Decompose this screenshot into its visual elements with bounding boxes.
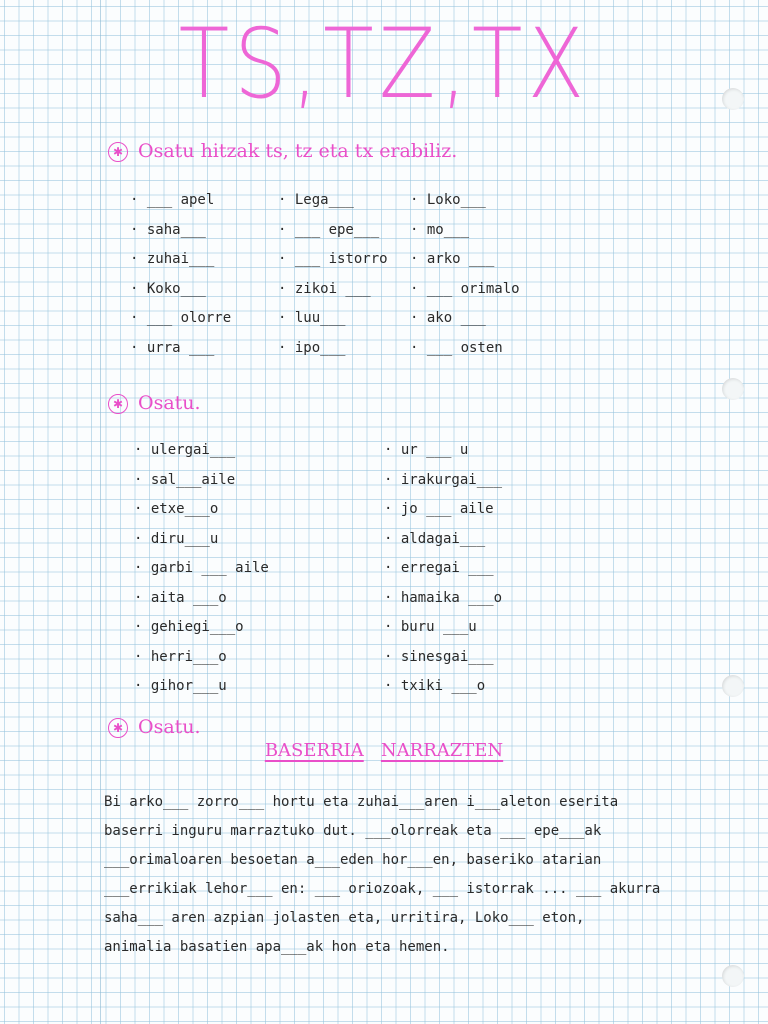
margin-line bbox=[100, 0, 101, 1024]
list-item: · diru___u bbox=[134, 530, 219, 547]
list-item: · gehiegi___o bbox=[134, 619, 244, 635]
list-item: · garbi ___ aile bbox=[134, 560, 269, 576]
list-item: · urra ___ bbox=[130, 339, 215, 356]
list-item: · luu___ bbox=[278, 310, 346, 326]
story-title bbox=[0, 740, 768, 761]
list-item: · erregai ___ bbox=[384, 560, 494, 576]
worksheet-title: TS,TZ,TX bbox=[178, 8, 590, 120]
list-item: · ___ istorro bbox=[278, 251, 388, 267]
list-item: · herri___o bbox=[134, 648, 227, 665]
section3-heading bbox=[108, 716, 201, 738]
section2-column-1 bbox=[134, 436, 269, 702]
star-icon: ✱ bbox=[108, 142, 128, 162]
section3-heading-text: Osatu. bbox=[138, 716, 201, 738]
list-item: · ___ epe___ bbox=[278, 221, 380, 238]
list-item: · buru ___u bbox=[384, 619, 477, 635]
list-item: · arko ___ bbox=[410, 251, 495, 267]
list-item: · Loko___ bbox=[410, 192, 486, 208]
list-item: · aita ___o bbox=[134, 589, 227, 606]
section2-heading bbox=[108, 392, 201, 414]
list-item: · zuhai___ bbox=[130, 251, 215, 267]
section1-column-3 bbox=[410, 186, 520, 363]
section1-column-1 bbox=[130, 186, 231, 363]
list-item: · ako ___ bbox=[410, 310, 486, 326]
story-title-right: NARRAZTEN bbox=[380, 740, 504, 761]
section2-heading-text: Osatu. bbox=[138, 392, 201, 414]
list-item: · sinesgai___ bbox=[384, 648, 494, 665]
list-item: · aldagai___ bbox=[384, 530, 486, 547]
paragraph-line: ___errikiak lehor___ en: ___ oriozoak, ___ istorrak ... ___ akurra bbox=[104, 881, 661, 897]
list-item: · ___ orimalo bbox=[410, 280, 520, 297]
paragraph-line: ___orimaloaren besoetan a___eden hor___en, baseriko atarian bbox=[104, 852, 602, 868]
punch-hole bbox=[722, 378, 744, 400]
list-item: · zikoi ___ bbox=[278, 280, 371, 297]
list-item: · ulergai___ bbox=[134, 442, 236, 458]
punch-hole bbox=[722, 965, 744, 987]
list-item: · hamaika ___o bbox=[384, 589, 503, 606]
section1-heading bbox=[108, 140, 457, 162]
list-item: · saha___ bbox=[130, 221, 206, 238]
list-item: · Lega___ bbox=[278, 192, 354, 208]
paragraph-line: baserri inguru marraztuko dut. ___olorreak eta ___ epe___ak bbox=[104, 823, 602, 839]
list-item: · ___ osten bbox=[410, 339, 503, 356]
paragraph-line: Bi arko___ zorro___ hortu eta zuhai___aren i___aleton eserita bbox=[104, 794, 619, 810]
list-item: · etxe___o bbox=[134, 501, 219, 517]
punch-hole bbox=[722, 88, 744, 110]
list-item: · irakurgai___ bbox=[384, 471, 503, 488]
section1-column-2 bbox=[278, 186, 388, 363]
list-item: · ur ___ u bbox=[384, 442, 469, 458]
list-item: · jo ___ aile bbox=[384, 501, 494, 517]
paragraph-line: saha___ aren azpian jolasten eta, urritira, Loko___ eton, bbox=[104, 910, 585, 926]
section1-heading-text: Osatu hitzak ts, tz eta tx erabiliz. bbox=[138, 140, 458, 162]
story-paragraph bbox=[104, 788, 754, 962]
list-item: · ipo___ bbox=[278, 339, 346, 356]
star-icon: ✱ bbox=[108, 718, 128, 738]
list-item: · mo___ bbox=[410, 221, 470, 238]
list-item: · Koko___ bbox=[130, 280, 206, 297]
star-icon: ✱ bbox=[108, 394, 128, 414]
punch-hole bbox=[722, 675, 744, 697]
story-title-left: BASERRIA bbox=[264, 740, 364, 761]
list-item: · ___ olorre bbox=[130, 310, 232, 326]
section2-column-2 bbox=[384, 436, 502, 702]
paragraph-line: animalia basatien apa___ak hon eta hemen. bbox=[104, 939, 450, 955]
list-item: · ___ apel bbox=[130, 192, 215, 208]
list-item: · gihor___u bbox=[134, 678, 227, 694]
list-item: · txiki ___o bbox=[384, 678, 486, 694]
list-item: · sal___aile bbox=[134, 471, 236, 488]
